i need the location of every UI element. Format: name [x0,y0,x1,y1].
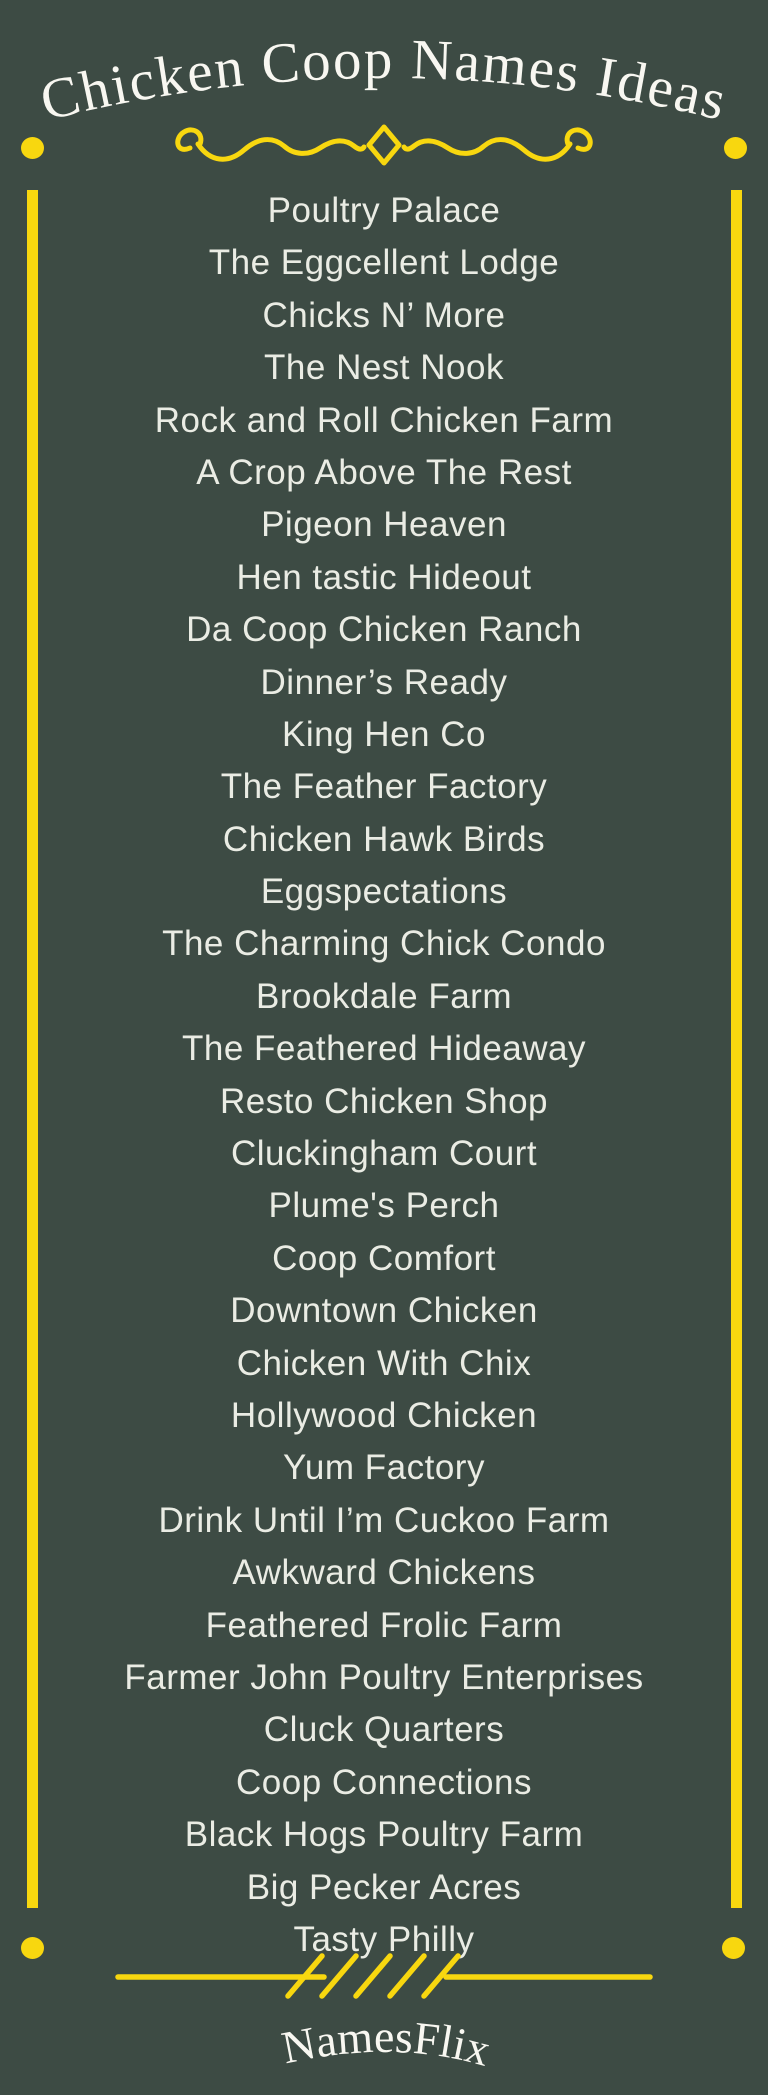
flourish-divider [172,122,596,170]
list-item: King Hen Co [282,714,486,754]
list-item: Hollywood Chicken [230,1395,538,1435]
list-item: Coop Connections [236,1762,532,1802]
brand-logo-text: NamesFlix [277,2010,496,2076]
coop-name-list [60,185,708,1966]
slash-icon [356,1956,390,1996]
list-item: Chicken With Chix [236,1343,532,1383]
flourish-left-wave-icon [198,140,364,160]
list-item: The Charming Chick Condo [162,924,606,964]
svg-text:NamesFlix [278,2011,496,2076]
list-item: Awkward Chickens [232,1553,536,1593]
list-item: Da Coop Chicken Ranch [186,610,582,650]
list-item: Big Pecker Acres [246,1867,522,1907]
corner-dot-top-left [21,137,44,159]
right-border-rail [731,190,742,1908]
svg-text:Chicken Coop Names Ideas [35,28,734,133]
corner-dot-top-right [724,137,747,159]
page-title-text: Chicken Coop Names Ideas [34,27,734,134]
left-border-rail [27,190,38,1908]
list-item: Hen tastic Hideout [236,557,532,597]
list-item: Eggspectations [260,872,508,912]
list-item: The Feather Factory [220,767,548,807]
list-item: The Feathered Hideaway [182,1029,586,1069]
corner-dot-bottom-right [722,1937,745,1959]
list-item: Plume's Perch [268,1186,500,1226]
flourish-right-wave-icon [404,140,570,160]
list-item: The Eggcellent Lodge [208,243,560,283]
diamond-icon [369,127,399,163]
list-item: Yum Factory [283,1448,485,1488]
list-item: The Nest Nook [264,348,504,388]
list-item: Chicken Hawk Birds [222,819,546,859]
slash-icon [390,1956,424,1996]
list-item: Coop Comfort [272,1238,496,1278]
slash-icon [322,1956,356,1996]
brand-logo [258,2004,510,2090]
list-item: A Crop Above The Rest [196,452,572,492]
list-item: Brookdale Farm [256,976,512,1016]
list-item: Cluck Quarters [263,1710,505,1750]
list-item: Drink Until I’m Cuckoo Farm [158,1500,610,1540]
list-item: Chicks N’ More [262,295,506,335]
list-item: Downtown Chicken [230,1291,538,1331]
list-item: Pigeon Heaven [261,505,507,545]
list-item: Poultry Palace [267,191,501,230]
corner-dot-bottom-left [21,1937,44,1959]
list-item: Black Hogs Poultry Farm [184,1815,584,1855]
list-item: Resto Chicken Shop [219,1081,549,1121]
list-item: Feathered Frolic Farm [205,1605,563,1645]
list-item: Farmer John Poultry Enterprises [124,1657,644,1697]
list-item: Tasty Philly [293,1919,475,1959]
slash-divider [114,1950,654,2002]
list-item: Dinner’s Ready [260,662,508,702]
list-item: Cluckingham Court [230,1134,538,1174]
list-item: Rock and Roll Chicken Farm [154,400,614,440]
